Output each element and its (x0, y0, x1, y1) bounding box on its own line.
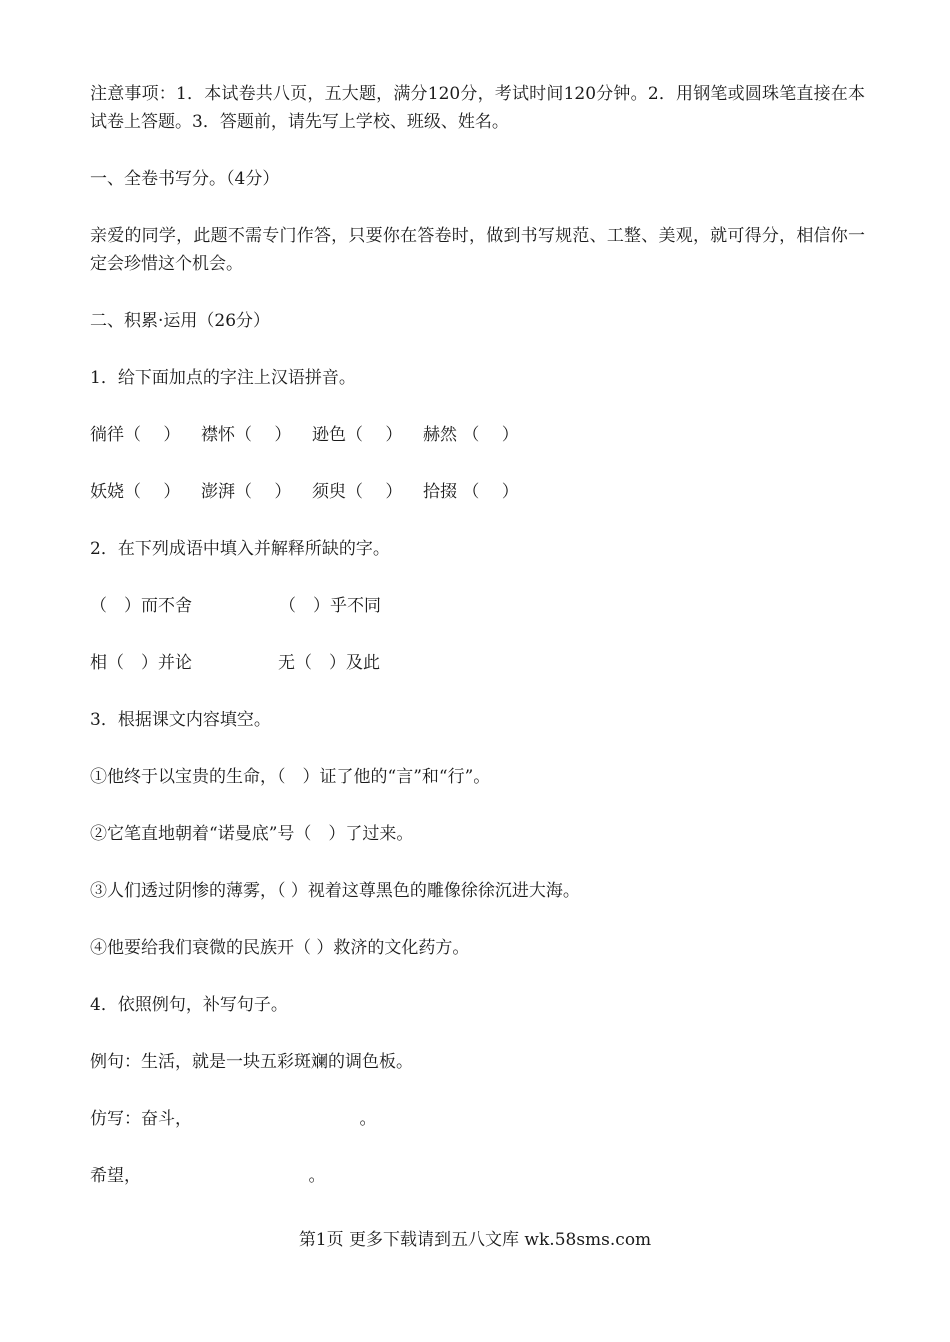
pinyin-item: 赫然 （ ） (423, 425, 519, 445)
q1-pinyin-row-2 (90, 478, 865, 506)
pinyin-item: 澎湃（ ） (201, 482, 292, 502)
q4-imitate-1: 仿写：奋斗， 。 (90, 1109, 377, 1129)
q1-pinyin-row-1 (90, 421, 865, 449)
q3-title: 3．根据课文内容填空。 (90, 710, 271, 730)
q4-imitate-2: 希望， 。 (90, 1166, 326, 1186)
pinyin-item: 襟怀（ ） (201, 425, 292, 445)
exam-notice: 注意事项：1．本试卷共八页，五大题，满分120分，考试时间120分钟。2．用钢笔或圆珠笔直接在本试卷上答题。3．答题前，请先写上学校、班级、姓名。 (90, 84, 865, 132)
section2-heading: 二、积累·运用（26分） (90, 311, 271, 331)
q3-item: ③人们透过阴惨的薄雾，（ ）视着这尊黑色的雕像徐徐沉进大海。 (90, 881, 580, 901)
q1-title: 1．给下面加点的字注上汉语拼音。 (90, 368, 356, 388)
q4-title: 4．依照例句，补写句子。 (90, 995, 288, 1015)
q3-item: ④他要给我们衰微的民族开（ ）救济的文化药方。 (90, 938, 470, 958)
pinyin-item: 徜徉（ ） (90, 425, 181, 445)
pinyin-item: 拾掇 （ ） (423, 482, 519, 502)
pinyin-item: 须臾（ ） (312, 482, 403, 502)
section1-heading: 一、全卷书写分。（4分） (90, 169, 280, 189)
exam-page (90, 80, 865, 1219)
q3-item: ①他终于以宝贵的生命，（ ）证了他的“言”和“行”。 (90, 767, 491, 787)
q2-idiom-row-1 (90, 592, 865, 620)
q2-title: 2．在下列成语中填入并解释所缺的字。 (90, 539, 390, 559)
idiom-item: （ ）乎不同 (279, 596, 381, 616)
idiom-item: （ ）而不舍 (90, 596, 192, 616)
q2-idiom-row-2 (90, 649, 865, 677)
q3-item: ②它笔直地朝着“诺曼底”号（ ）了过来。 (90, 824, 414, 844)
q4-example: 例句：生活，就是一块五彩斑斓的调色板。 (90, 1052, 413, 1072)
section1-body: 亲爱的同学，此题不需专门作答，只要你在答卷时，做到书写规范、工整、美观，就可得分，相信你一定会珍惜这个机会。 (90, 226, 865, 274)
pinyin-item: 妖娆（ ） (90, 482, 181, 502)
idiom-item: 相（ ）并论 (90, 653, 192, 673)
page-footer: 第1页 更多下载请到五八文库 wk.58sms.com (298, 1230, 652, 1250)
idiom-item: 无（ ）及此 (278, 653, 380, 673)
pinyin-item: 逊色（ ） (312, 425, 403, 445)
